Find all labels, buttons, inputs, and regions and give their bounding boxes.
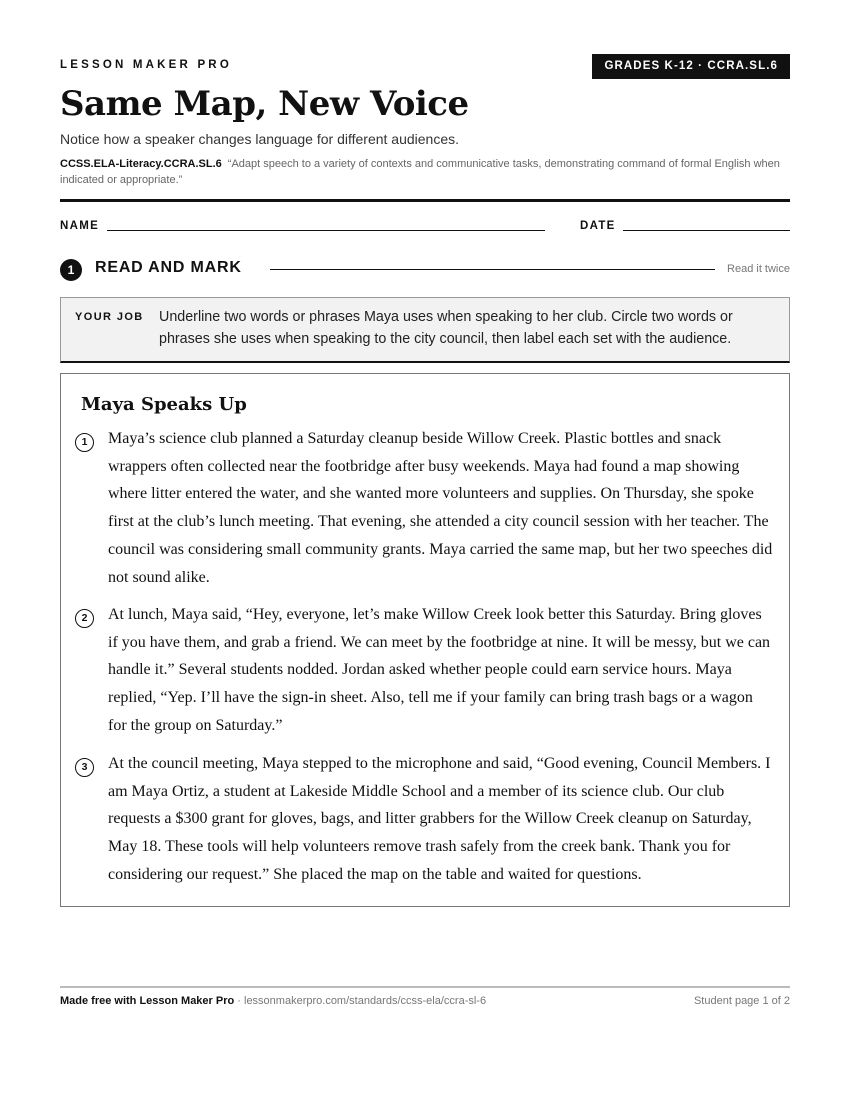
date-label: DATE [580, 220, 616, 232]
paragraph-number-icon: 3 [75, 758, 94, 777]
header-divider [60, 199, 790, 202]
passage-title: Maya Speaks Up [81, 394, 247, 415]
paragraph-number-icon: 1 [75, 433, 94, 452]
reading-passage [60, 373, 790, 907]
standard-code: CCSS.ELA-Literacy.CCRA.SL.6 [60, 158, 222, 170]
grade-badge: GRADES K-12 · CCRA.SL.6 [592, 54, 790, 79]
name-label: NAME [60, 220, 100, 232]
footer-separator: · [234, 995, 244, 1007]
instructions-box [60, 297, 790, 363]
footer-url-link[interactable]: lessonmakerpro.com/standards/ccss-ela/ccra-sl-6 [244, 995, 487, 1007]
section-title: READ AND MARK [95, 259, 242, 276]
footer-made-with: Made free with Lesson Maker Pro [60, 995, 235, 1007]
footer-credit [60, 995, 486, 1007]
paragraph-number-icon: 2 [75, 609, 94, 628]
page-indicator: Student page 1 of 2 [693, 995, 790, 1007]
paragraph-text: At lunch, Maya said, “Hey, everyone, let’s make Willow Creek look better this Saturday. Bring gloves if you have them, and grab a friend. We can meet by the footbridge at nine. It will be messy, but we can handle it.” Several students nodded. Jordan asked whether people could earn service hours. Maya replied, “Yep. I’ll have the sign-in sheet. Also, tell me if your family can bring trash bags or a wagon for the group on Saturday.” [108, 606, 771, 734]
section-note: Read it twice [727, 263, 790, 275]
standard-text: “Adapt speech to a variety of contexts and communicative tasks, demonstrating command of formal English when indicated or appropriate.” [60, 158, 780, 186]
page-title: Same Map, New Voice [60, 84, 469, 124]
date-field[interactable] [623, 230, 790, 231]
section-divider [270, 269, 715, 270]
instructions-label: YOUR JOB [75, 311, 144, 323]
brand-name: LESSON MAKER PRO [60, 59, 232, 71]
instructions-text: Underline two words or phrases Maya uses when speaking to her club. Circle two words or phrases she uses when speaking to the city council, then label each set with the audience. [159, 309, 733, 347]
paragraph-text: At the council meeting, Maya stepped to the microphone and said, “Good evening, Council Members. I am Maya Ortiz, a student at Lakeside Middle School and a member of its science club. Our club requests a $300 grant for gloves, bags, and litter grabbers for the Willow Creek cleanup on Saturday, May 18. These tools will help volunteers remove trash safely from the creek bank. Thank you for considering our request.” She placed the map on the table and waited for questions. [108, 755, 771, 883]
worksheet-page [60, 0, 790, 1100]
section-number-badge: 1 [60, 259, 82, 281]
paragraph-text: Maya’s science club planned a Saturday cleanup beside Willow Creek. Plastic bottles and snack wrappers often collected near the footbridge after busy weekends. Maya had found a map showing where litter entered the water, and she wanted more volunteers and supplies. On Thursday, she spoke first at the club’s lunch meeting. That evening, she attended a city council session with her teacher. The council was considering small community grants. Maya carried the same map, but her two speeches did not sound alike. [108, 430, 773, 586]
page-subtitle: Notice how a speaker changes language for different audiences. [60, 131, 460, 147]
footer-divider [60, 986, 790, 988]
name-field[interactable] [107, 230, 545, 231]
standard-citation [60, 156, 780, 188]
